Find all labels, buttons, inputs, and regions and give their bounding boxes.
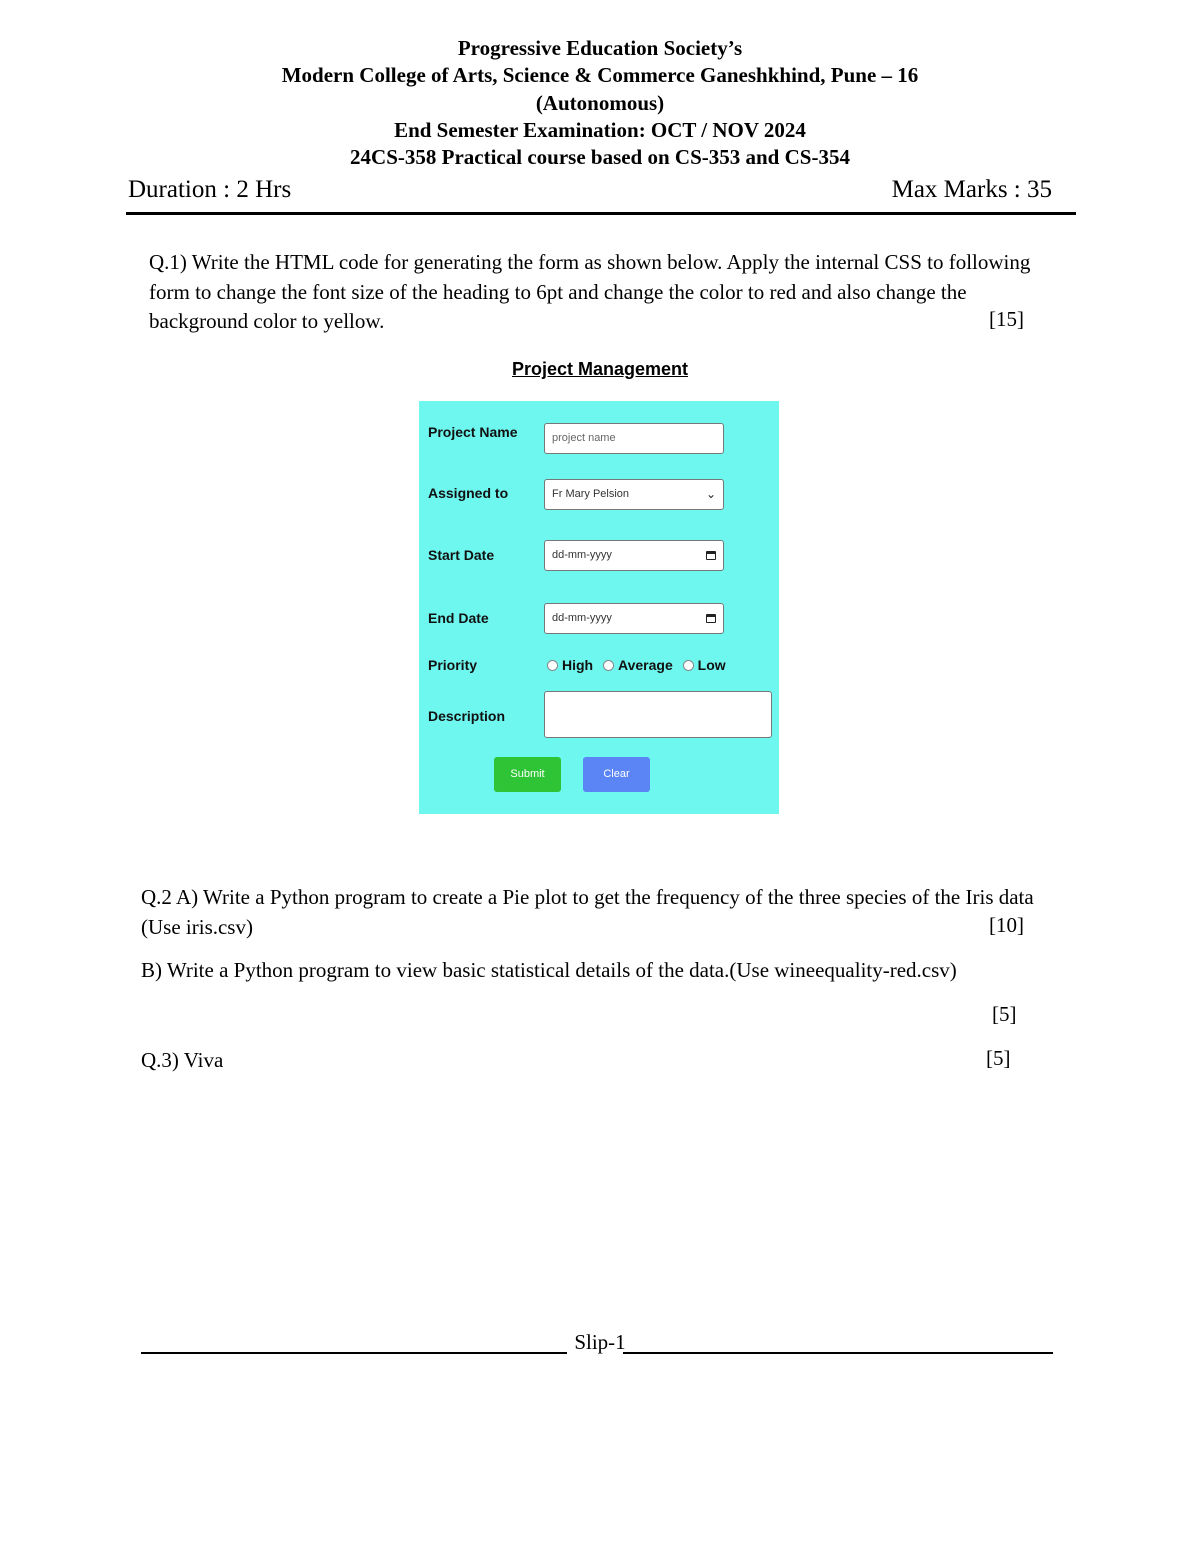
question-3-marks: [5] xyxy=(986,1046,1011,1070)
duration: Duration : 2 Hrs xyxy=(128,176,292,203)
label-priority: Priority xyxy=(428,657,478,673)
priority-radio-group xyxy=(547,657,732,673)
question-2a-text: Q.2 A) Write a Python program to create a Pie plot to get the frequency of the three species of the Iris data (Use iris.csv) xyxy=(141,885,1034,939)
project-name-input[interactable]: project name xyxy=(544,423,724,454)
assigned-to-value: Fr Mary Pelsion xyxy=(552,488,630,500)
form-title: Project Management xyxy=(511,359,689,379)
course-title: 24CS-358 Practical course based on CS-353 and CS-354 xyxy=(350,145,850,169)
autonomous-status: (Autonomous) xyxy=(535,91,665,115)
footer-line-left xyxy=(141,1352,567,1354)
question-2b-marks: [5] xyxy=(992,1002,1017,1026)
start-date-placeholder: dd-mm-yyyy xyxy=(552,549,612,561)
priority-high-radio[interactable] xyxy=(547,660,558,671)
question-3-text: Q.3) Viva xyxy=(141,1048,224,1072)
label-project-name: Project Name xyxy=(428,424,518,440)
header-divider xyxy=(126,212,1076,215)
end-date-placeholder: dd-mm-yyyy xyxy=(552,612,612,624)
priority-low-radio[interactable] xyxy=(683,660,694,671)
college-name: Modern College of Arts, Science & Commerce Ganeshkhind, Pune – 16 xyxy=(281,63,919,87)
calendar-icon[interactable] xyxy=(706,614,716,623)
question-2b-text: B) Write a Python program to view basic statistical details of the data.(Use wineequality-red.csv) xyxy=(141,958,957,982)
society-name: Progressive Education Society’s xyxy=(457,36,743,60)
label-end-date: End Date xyxy=(428,610,489,626)
description-textarea[interactable] xyxy=(544,691,772,738)
max-marks: Max Marks : 35 xyxy=(891,176,1052,203)
label-assigned-to: Assigned to xyxy=(428,485,509,501)
start-date-input[interactable] xyxy=(544,540,724,571)
question-1-text: Q.1) Write the HTML code for generating the form as shown below. Apply the internal CSS to following form to change the font size of the heading to 6pt and change the color to red and also change the background color to yellow. xyxy=(149,250,1031,333)
end-date-input[interactable] xyxy=(544,603,724,634)
footer-line-right xyxy=(623,1352,1053,1354)
label-description: Description xyxy=(428,708,506,724)
assigned-to-select[interactable] xyxy=(544,479,724,510)
priority-average-label: Average xyxy=(618,657,673,673)
slip-number: Slip-1 xyxy=(574,1330,626,1354)
label-start-date: Start Date xyxy=(428,547,495,563)
exam-title: End Semester Examination: OCT / NOV 2024 xyxy=(394,118,806,142)
calendar-icon[interactable] xyxy=(706,551,716,560)
priority-low-label: Low xyxy=(697,657,726,673)
priority-average-radio[interactable] xyxy=(603,660,614,671)
clear-button[interactable]: Clear xyxy=(583,757,650,792)
submit-button[interactable]: Submit xyxy=(494,757,561,792)
question-1-marks: [15] xyxy=(989,307,1024,331)
chevron-down-icon: ⌄ xyxy=(705,487,716,501)
priority-high-label: High xyxy=(562,657,594,673)
question-2a-marks: [10] xyxy=(989,913,1024,937)
project-form xyxy=(419,401,779,814)
